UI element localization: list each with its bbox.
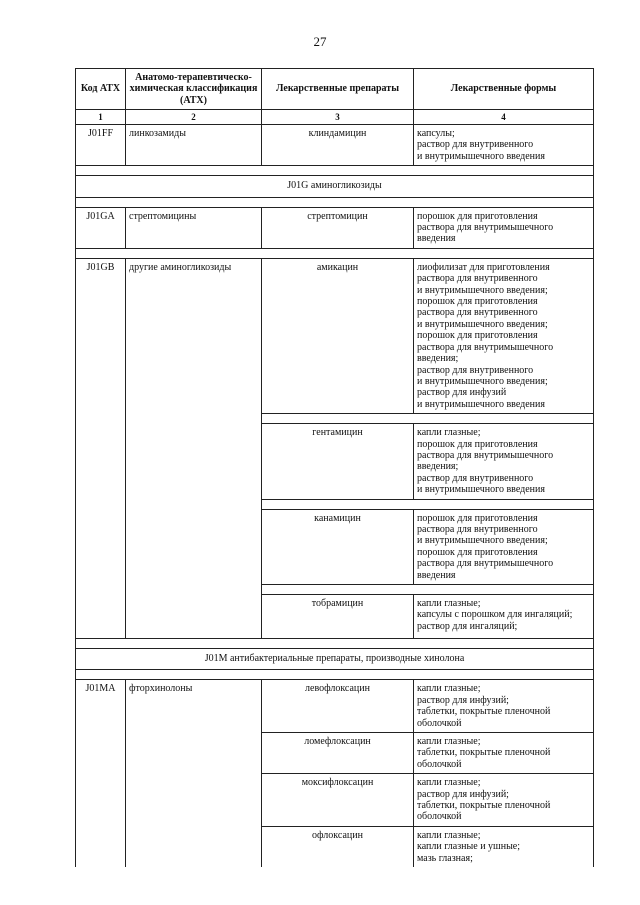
drug-name: канамицин (262, 509, 414, 584)
atc-name: другие аминогликозиды (126, 258, 262, 413)
drug-forms: капли глазные; таблетки, покрытые пленочной оболочкой (414, 733, 594, 774)
table-row (76, 125, 594, 166)
drug-forms: капсулы; раствор для внутривенного и внутримышечного введения (414, 125, 594, 166)
table-header-row (76, 69, 594, 110)
page-number: 27 (313, 34, 327, 49)
drug-forms: порошок для приготовления раствора для внутривенного и внутримышечного введения; порошок для приготовления раствора для внутримышечного введения (414, 509, 594, 584)
group-row (76, 649, 594, 670)
header-atc-classification: Анатомо-терапевтическо-химическая классификация (АТХ) (126, 69, 262, 110)
drug-name: клиндамицин (262, 125, 414, 166)
drug-forms: капли глазные; раствор для инфузий; таблетки, покрытые пленочной оболочкой (414, 680, 594, 733)
drug-forms: порошок для приготовления раствора для внутримышечного введения (414, 207, 594, 248)
table-row (76, 733, 594, 774)
atc-code: J01FF (76, 125, 126, 166)
table-row (76, 258, 594, 413)
column-numbers-row (76, 110, 594, 125)
table-row (76, 424, 594, 499)
drug-forms: капли глазные; раствор для инфузий; таблетки, покрытые пленочной оболочкой (414, 774, 594, 827)
atc-code: J01GA (76, 207, 126, 248)
table-row (76, 509, 594, 584)
drug-forms: капли глазные; капли глазные и ушные; мазь глазная; (414, 826, 594, 867)
drug-forms: капли глазные; капсулы с порошком для ингаляций; раствор для ингаляций; (414, 595, 594, 639)
atc-name: стрептомицины (126, 207, 262, 248)
header-forms: Лекарственные формы (414, 69, 594, 110)
table-row (76, 207, 594, 248)
drug-name: офлоксацин (262, 826, 414, 867)
drug-name: левофлоксацин (262, 680, 414, 733)
header-drugs: Лекарственные препараты (262, 69, 414, 110)
drug-name: моксифлоксацин (262, 774, 414, 827)
drug-name: гентамицин (262, 424, 414, 499)
table-row (76, 595, 594, 639)
drug-forms: капли глазные; порошок для приготовления раствора для внутримышечного введения; раствор для внутривенного и внутримышечного введения (414, 424, 594, 499)
group-title: J01M антибактериальные препараты, производные хинолона (76, 649, 594, 670)
column-number: 2 (126, 110, 262, 125)
atc-code: J01MA (76, 680, 126, 733)
drug-name: амикацин (262, 258, 414, 413)
atc-name: фторхинолоны (126, 680, 262, 733)
drug-name: тобрамицин (262, 595, 414, 639)
column-number: 3 (262, 110, 414, 125)
column-number: 1 (76, 110, 126, 125)
table-row (76, 826, 594, 867)
header-atc-code: Код АТХ (76, 69, 126, 110)
atc-name: линкозамиды (126, 125, 262, 166)
group-title: J01G аминогликозиды (76, 176, 594, 197)
table-row (76, 774, 594, 827)
drug-forms: лиофилизат для приготовления раствора для внутривенного и внутримышечного введения; порошок для приготовления раствора для внутривенного и внутримышечного введения; порошок для приготовления раствора для внутримышечного введения; раствор для внутривенного и внутримышечного введения; раствор для инфузий и внутримышечного введения (414, 258, 594, 413)
atc-code: J01GB (76, 258, 126, 413)
drug-name: стрептомицин (262, 207, 414, 248)
drug-table (75, 68, 594, 867)
group-row (76, 176, 594, 197)
drug-name: ломефлоксацин (262, 733, 414, 774)
column-number: 4 (414, 110, 594, 125)
table-row (76, 680, 594, 733)
